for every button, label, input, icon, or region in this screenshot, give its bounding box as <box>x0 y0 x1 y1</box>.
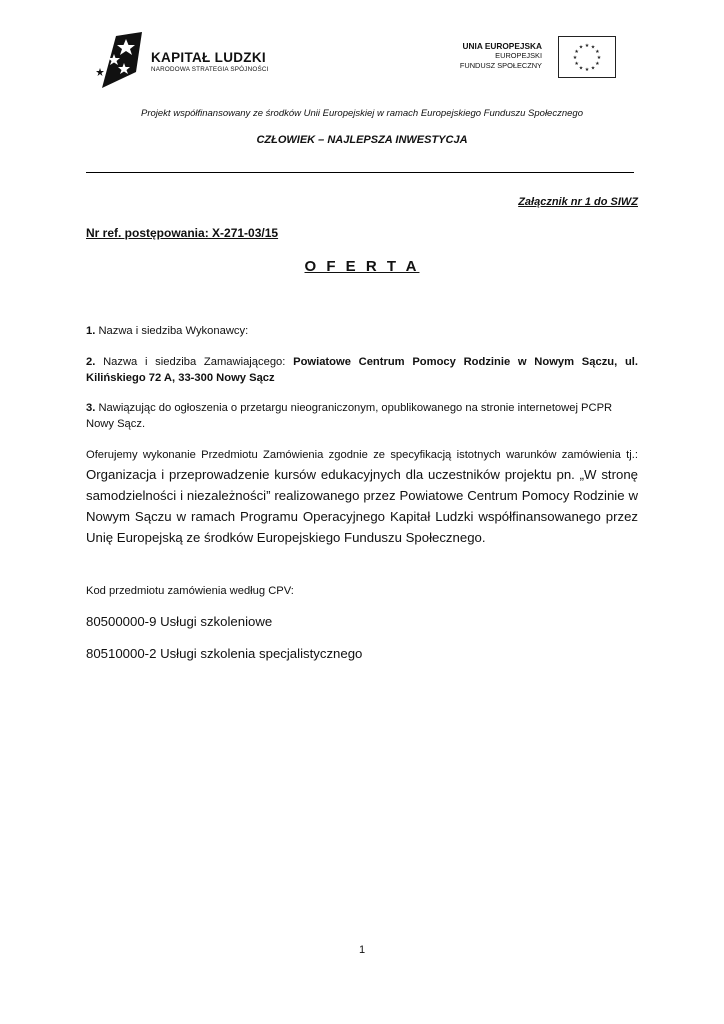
logo-subtitle: NARODOWA STRATEGIA SPÓJNOŚCI <box>151 66 269 73</box>
svg-text:★: ★ <box>578 65 584 72</box>
svg-text:★: ★ <box>574 61 579 67</box>
reference-number: Nr ref. postępowania: X-271-03/15 <box>86 226 279 240</box>
cpv-code-1: 80500000-9 Usługi szkoleniowe <box>86 614 273 629</box>
item-3-number: 3. <box>86 402 96 414</box>
eu-line-1: UNIA EUROPEJSKA <box>462 41 542 51</box>
offer-lead: Oferujemy wykonanie Przedmiotu Zamówienia zgodnie ze specyfikacją istotnych warunków zamówienia tj.: <box>86 449 638 461</box>
cpv-label: Kod przedmiotu zamówienia według CPV: <box>86 585 294 597</box>
svg-text:★: ★ <box>584 43 590 49</box>
offer-paragraph <box>86 445 638 549</box>
offer-body: Organizacja i przeprowadzenie kursów edukacyjnych dla uczestników projektu pn. „W stronę samodzielności i niezależności” realizowanego przez Powiatowe Centrum Pomocy Rodzinie w Nowym Sączu w ramach Programu Operacyjnego Kapitał Ludzki współfinansowanego przez Unię Europejską ze środków Europejskiego Funduszu Społecznego. <box>86 467 638 545</box>
svg-text:★: ★ <box>595 49 600 55</box>
item-announcement <box>86 401 638 432</box>
svg-text:★: ★ <box>578 44 584 51</box>
co-financing-note: Projekt współfinansowany ze środków Unii Europejskiej w ramach Europejskiego Funduszu Społecznego <box>141 108 583 119</box>
kapital-ludzki-logo <box>96 30 296 90</box>
item-3-text: Nawiązując do ogłoszenia o przetargu nieograniczonym, opublikowanego na stronie internetowej PCPR Nowy Sącz. <box>86 402 613 430</box>
eu-line-3: FUNDUSZ SPOŁECZNY <box>459 61 542 70</box>
svg-text:★: ★ <box>590 65 596 72</box>
svg-text:★: ★ <box>595 61 600 67</box>
svg-text:★: ★ <box>590 44 596 51</box>
cpv-code-2: 80510000-2 Usługi szkolenia specjalistycznego <box>86 646 363 661</box>
item-1-number: 1. <box>86 325 96 337</box>
document-title <box>0 258 724 275</box>
svg-text:★: ★ <box>596 55 602 61</box>
eu-text <box>460 41 542 71</box>
item-contractor <box>86 324 638 340</box>
svg-text:★: ★ <box>584 67 590 73</box>
annex-label: Załącznik nr 1 do SIWZ <box>518 196 638 208</box>
item-1-text: Nazwa i siedziba Wykonawcy: <box>98 325 249 337</box>
item-2-number: 2. <box>86 356 96 368</box>
item-2-text: Nazwa i siedziba Zamawiającego: <box>103 356 286 368</box>
svg-text:★: ★ <box>572 55 578 61</box>
kapital-ludzki-emblem-icon <box>96 30 148 90</box>
eu-logo <box>440 36 616 80</box>
eu-flag-icon <box>558 36 616 78</box>
page-number: 1 <box>358 944 366 956</box>
page-header <box>0 0 724 100</box>
item-2-authority: Powiatowe Centrum Pomocy Rodzinie w Nowym Sączu, ul. Kilińskiego 72 A, 33-300 Nowy Sącz <box>86 356 639 384</box>
motto: CZŁOWIEK – NAJLEPSZA INWESTYCJA <box>256 134 468 146</box>
logo-title: KAPITAŁ LUDZKI <box>151 50 266 65</box>
item-contracting-authority <box>86 355 638 386</box>
eu-line-2: EUROPEJSKI <box>495 51 542 60</box>
header-divider <box>86 172 634 173</box>
document-title-text: O F E R T A <box>304 258 420 275</box>
svg-text:★: ★ <box>574 49 579 55</box>
